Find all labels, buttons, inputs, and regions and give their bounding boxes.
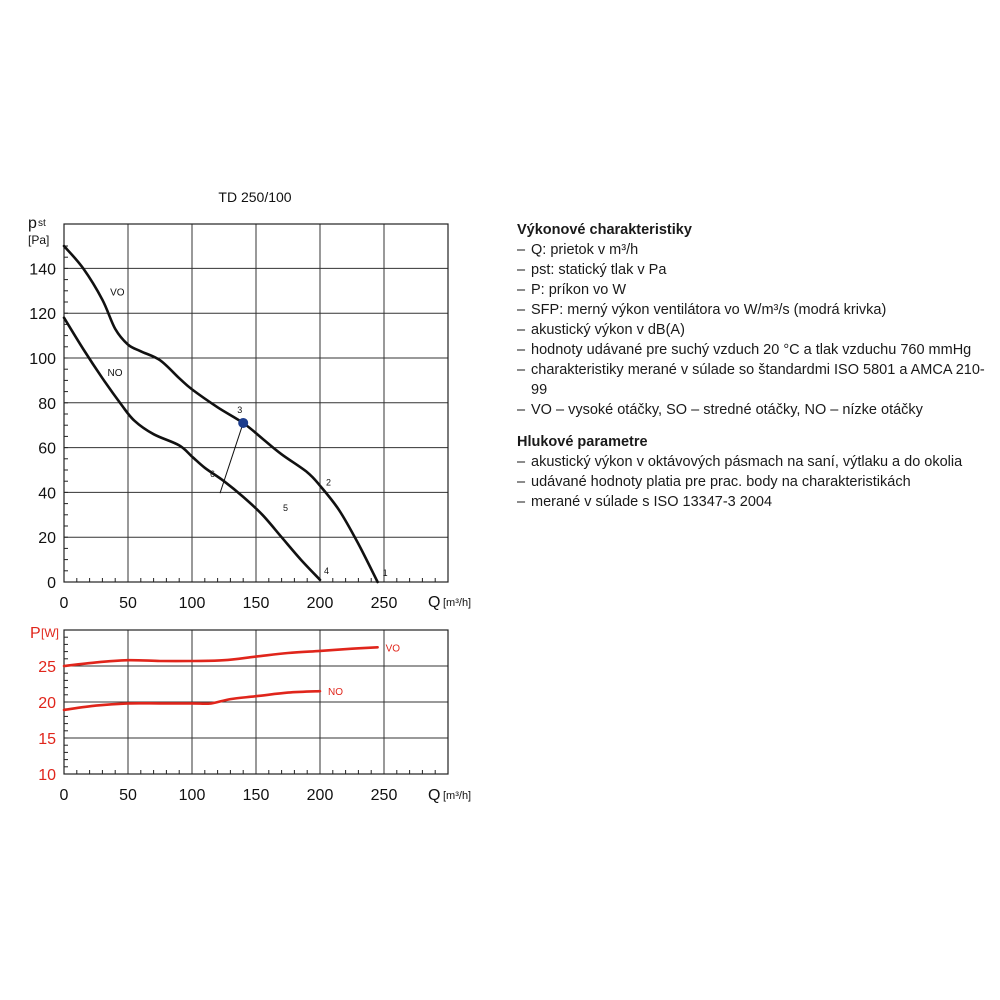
y-axis-label: p bbox=[28, 215, 37, 232]
x-tick-label: 100 bbox=[178, 595, 206, 612]
annotation-line bbox=[220, 423, 243, 493]
x-axis-unit: [m³/h] bbox=[443, 790, 472, 802]
list-item: – akustický výkon v dB(A) bbox=[517, 320, 987, 340]
noise-list bbox=[517, 452, 987, 512]
chart-title: TD 250/100 bbox=[218, 189, 292, 205]
x-tick-label: 150 bbox=[242, 787, 270, 804]
y-tick-label: 60 bbox=[38, 440, 56, 458]
y-tick-label: 20 bbox=[38, 695, 56, 712]
list-item: – SFP: merný výkon ventilátora vo W/m³/s (modrá krivka) bbox=[517, 300, 987, 320]
y-tick-label: 15 bbox=[38, 731, 56, 748]
x-tick-label: 150 bbox=[242, 595, 270, 612]
point-label: 1 bbox=[382, 568, 388, 578]
y-tick-label: 20 bbox=[38, 530, 56, 548]
y-tick-label: 25 bbox=[38, 659, 56, 676]
point-label: 6 bbox=[210, 469, 216, 480]
list-item: – pst: statický tlak v Pa bbox=[517, 260, 987, 280]
x-axis-label: Q bbox=[428, 787, 441, 804]
list-item: – hodnoty udávané pre suchý vzduch 20 °C a tlak vzduchu 760 mmHg bbox=[517, 340, 987, 360]
performance-list bbox=[517, 240, 987, 420]
x-tick-label: 0 bbox=[59, 787, 69, 804]
operating-point bbox=[238, 418, 248, 428]
y-tick-label: 80 bbox=[38, 395, 56, 413]
noise-heading: Hlukové parametre bbox=[517, 434, 648, 450]
y-axis-unit: [Pa] bbox=[28, 233, 50, 247]
list-item: – Q: prietok v m³/h bbox=[517, 240, 987, 260]
x-tick-label: 0 bbox=[59, 595, 69, 612]
y-tick-label: 140 bbox=[29, 261, 56, 279]
x-tick-label: 50 bbox=[119, 595, 137, 612]
series-label: VO bbox=[110, 287, 125, 299]
x-tick-label: 250 bbox=[370, 595, 398, 612]
performance-heading: Výkonové charakteristiky bbox=[517, 222, 692, 238]
x-axis-unit: [m³/h] bbox=[443, 597, 472, 609]
y-axis-label-sub: st bbox=[38, 218, 46, 229]
x-axis-label: Q bbox=[428, 594, 441, 611]
y-tick-label: 10 bbox=[38, 767, 56, 784]
series-label: NO bbox=[107, 367, 123, 379]
point-label: 4 bbox=[324, 565, 330, 576]
y-tick-label: 40 bbox=[38, 485, 56, 503]
series-label: VO bbox=[385, 643, 401, 655]
series-label: NO bbox=[328, 687, 343, 699]
list-item: – udávané hodnoty platia pre prac. body na charakteristikách bbox=[517, 472, 987, 492]
point-label: 5 bbox=[283, 503, 289, 514]
y-axis-label: P bbox=[30, 625, 41, 642]
x-tick-label: 250 bbox=[370, 787, 398, 804]
list-item: – akustický výkon v oktávových pásmach na saní, výtlaku a do okolia bbox=[517, 452, 987, 472]
x-tick-label: 200 bbox=[306, 595, 334, 612]
y-tick-label: 100 bbox=[29, 351, 56, 368]
x-tick-label: 200 bbox=[306, 787, 334, 804]
list-item: – merané v súlade s ISO 13347-3 2004 bbox=[517, 492, 987, 512]
y-axis-unit: [W] bbox=[41, 626, 59, 640]
x-tick-label: 50 bbox=[119, 787, 137, 804]
point-label: 2 bbox=[326, 477, 332, 488]
list-item: – charakteristiky merané v súlade so štandardmi ISO 5801 a AMCA 210-99 bbox=[517, 360, 987, 400]
power-line-vo bbox=[64, 647, 378, 666]
list-item: – VO – vysoké otáčky, SO – stredné otáčky, NO – nízke otáčky bbox=[517, 400, 987, 420]
y-tick-label: 120 bbox=[29, 306, 56, 324]
list-item: – P: príkon vo W bbox=[517, 280, 987, 300]
point-label: 3 bbox=[237, 404, 243, 415]
y-tick-label: 0 bbox=[47, 575, 56, 592]
x-tick-label: 100 bbox=[178, 787, 206, 804]
info-panel bbox=[517, 220, 987, 512]
